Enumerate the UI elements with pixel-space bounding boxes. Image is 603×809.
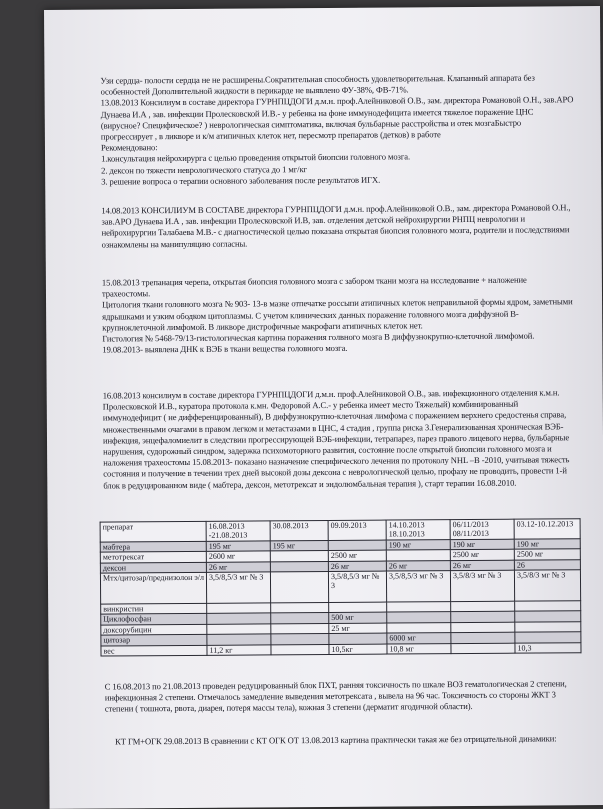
dose-cell: 3,5/8,5/3 мг № 3	[386, 571, 450, 602]
dose-cell: 3,5/8,5/3 мг № 3	[206, 572, 270, 603]
dose-cell	[270, 572, 328, 603]
paragraph-consilium-13-08: Узи сердца- полости сердца не не расширены.Сократительная способность удовлетворительная. Клапанный аппарата без особенностей Дополнительной жидкости в перикарде не выявлено ФУ-38%, ФВ-71%. 13.08.2013 Консилиум в составе директора ГУРНПЦДОГИ д.м.н. проф.Алейниковой О.В., зам. директора Романовой О.Н., зав.АРО Дунаева И.А , зав. инфекции Пролесковской И.В.- у ребенка на фоне иммунодефицита имеется тяжелое поражение ЦНС (вирусное? Специфическое? ) неврологическая симптоматика, включая бульбарные расстройства и отек мозгаБыстро прогрессирует , в ликворе и к/м атипичных клеток нет, пересмотр препаратов (детков) в работе Рекомендовано: 1.консультация нейрохирурга с целью проведения открытой биопсии головного мозга. 2. дексон по тяжести неврологического статуса до 1 мг/кг 3. решение вопроса о терапии основного заболевания после результатов ИГХ.	[100, 72, 574, 187]
dose-cell	[387, 602, 451, 613]
dose-cell: 3,5/8/3 мг № 3	[450, 570, 514, 601]
dose-cell: 2500 мг	[450, 549, 514, 560]
dose-cell: 26 мг	[450, 560, 514, 571]
dose-cell	[515, 601, 581, 612]
drug-name-cell: доксорубицин	[101, 624, 207, 635]
dose-cell: 26 мг	[206, 561, 270, 572]
drug-name-cell: дексон	[100, 562, 206, 573]
dose-cell: 2600 мг	[206, 551, 270, 562]
drug-name-cell: вес	[101, 645, 207, 656]
dose-cell: 10,8 мг	[387, 643, 451, 654]
header-cell: 16.08.2013 -21.08.2013	[206, 521, 270, 541]
dose-cell	[207, 603, 271, 614]
table-row	[101, 642, 581, 656]
dose-cell: 195 мг	[206, 541, 270, 552]
dose-cell: 26	[514, 559, 580, 570]
dose-cell: 10,5кг	[329, 644, 387, 655]
dose-cell: 6000 мг	[387, 633, 451, 644]
dose-cell: 500 мг	[329, 613, 387, 624]
drug-name-cell: Мтх/цитозар/преднизолон э/л	[100, 572, 206, 604]
dose-cell	[328, 540, 386, 551]
dose-cell: 25 мг	[329, 623, 387, 634]
dose-cell: 190 мг	[450, 539, 514, 550]
dose-cell	[271, 613, 329, 624]
dose-cell: 10,3	[515, 642, 581, 653]
dose-cell: 195 мг	[270, 540, 328, 551]
drug-name-cell: винкристин	[101, 603, 207, 614]
paragraph-consilium-16-08: 16.08.2013 консилиум в составе директора ГУРНПЦДОГИ д.м.н. проф.Алейниковой О.В., зав. инфекционного отделения к.м.н. Пролесковской И.В., куратора протокола к.мн. Федоровой А.С.- у ребенка имеет место Тяжелый) комбинированный иммунодефицит ( не дифференцированный), В диффузнокрупно-клеточная лимфома с поражением верхнего средостенья справа, множественными очагами в правом легком и метастазами в ЦНС, 4 стадия , группа риска 3.Генерализованная хроническая ВЭБ-инфекция, энцефаломиелит в следствии прогрессирующей ВЭБ-инфекции, тетрапарез, парез правого лицевого нерва, бульбарные нарушения, судорожный синдром, задержка психомоторного развития, состояние после открытой биопсии головного мозга и наложения трахеостомы 15.08.2013- показано назначение специфического лечения по протоколу NHL –B -2010, учитывая тяжесть состояния и получение в течении трех дней высокой дозы дексона с неврологической целью, профазу не проводить, провести 1-й блок в редуцированном виде ( мабтера, дексон, метотрексат и эндолюмбальная терапия ), старт терапии 16.08.2010.	[102, 387, 570, 491]
dose-cell: 3,5/8/3 мг № 3	[514, 570, 580, 601]
dose-cell	[515, 632, 581, 643]
dose-cell	[271, 623, 329, 634]
paragraph-ct-29-08: КТ ГМ+ОГК 29.08.2013 В сравнении с КТ ОГК ОТ 13.08.2013 картина практически такая же без отрицательной динамики:	[115, 733, 557, 747]
paragraph-consilium-14-08: 14.08.2013 КОНСИЛИУМ В СОСТАВЕ директора ГУРНПЦДОГИ д.м.н. проф.Алейниковой О.В., зам. директора Романовой О.Н., зав.АРО Дунаева И.А , зав. инфекции Пролесковской И.В, зав. отделения детской нейрохирургии РНПЦ неврологии и нейрохирургии Талабаева М.В.- с диагностической целью показана открытая биопсия головного мозга, родители и последствиями ознакомлены на манипуляцию согласны.	[101, 202, 571, 250]
dose-cell	[515, 611, 581, 622]
header-cell: 14.10.2013 18.10.2013	[386, 520, 450, 540]
drug-name-cell: метотрексат	[100, 552, 206, 563]
dose-cell	[207, 624, 271, 635]
dose-cell: 190 мг	[386, 539, 450, 550]
dose-cell	[387, 612, 451, 623]
dose-cell	[329, 633, 387, 644]
dose-cell	[451, 601, 515, 612]
header-cell: 09.09.2013	[328, 520, 386, 540]
document-page	[44, 6, 603, 809]
dose-cell: 2500 мг	[514, 549, 580, 560]
drug-name-cell: Циклофосфан	[101, 614, 207, 625]
dose-cell: 26 мг	[328, 561, 386, 572]
dose-cell	[387, 622, 451, 633]
dose-cell: 2500 мг	[328, 550, 386, 561]
dose-cell: 3,5/8,5/3 мг № 3	[328, 571, 386, 602]
paragraph-biopsy-15-08: 15.08.2013 трепанация черепа, открытая биопсия головного мозга с забором ткани мозга на исследование + наложение трахеостомы. Цитология ткани головного мозга № 903- 13-в мазке отпечатке россыпи атипичных клеток неправильной формы ядром, заметными ядрышками и узким ободком цитоплазмы. С учетом клинических данных поражение головного мозга диффузной В-крупноклеточной лимфомой. В ликворе дистрофичные макрофаги атипичных клеток нет. Гистология № 5468-79/13-гистологическая картина поражения голвного мозга В диффузнокрупно-клеточной лимфомой. 19.08.2013- выявлена ДНК к ВЭБ в ткани вещества головного мозга.	[101, 274, 573, 355]
dose-cell	[515, 622, 581, 633]
dose-cell	[451, 612, 515, 623]
header-cell: 30.08.2013	[270, 520, 328, 540]
dose-cell	[270, 551, 328, 562]
dose-cell	[451, 622, 515, 633]
dose-cell	[270, 561, 328, 572]
dose-cell	[451, 643, 515, 654]
dose-cell	[386, 550, 450, 561]
chemotherapy-table	[100, 518, 582, 656]
dose-cell	[207, 613, 271, 624]
table-row	[100, 570, 580, 604]
dose-cell	[271, 634, 329, 645]
dose-cell	[271, 644, 329, 655]
dose-cell	[207, 634, 271, 645]
dose-cell: 190 мг	[514, 539, 580, 550]
drug-name-cell: цитозар	[101, 635, 207, 646]
dose-cell: 26 мг	[386, 560, 450, 571]
dose-cell	[451, 632, 515, 643]
drug-name-cell: мабтера	[100, 541, 206, 552]
dose-cell	[271, 602, 329, 613]
dose-cell: 11,2 кг	[207, 645, 271, 656]
paragraph-pxt-result: С 16.08.2013 по 21.08.2013 проведен редуцированный блок ПХТ, ранняя токсичность по шкале ВОЗ гематологическая 2 степени, инфекционная 2 степени. Отмечалось замедление выведения метотрексата , вывела на 96 час. Токсичность со стороны ЖКТ 3 степени ( тошнота, рвота, диарея, потеря массы тела), кожная 3 степени (дерматит ягодичной области).	[104, 678, 567, 714]
table-body	[100, 539, 581, 657]
header-cell: 06/11/2013 08/11/2013	[450, 519, 514, 539]
header-cell: 03.12-10.12.2013	[514, 519, 580, 539]
header-cell: препарат	[100, 521, 206, 542]
dose-cell	[329, 602, 387, 613]
